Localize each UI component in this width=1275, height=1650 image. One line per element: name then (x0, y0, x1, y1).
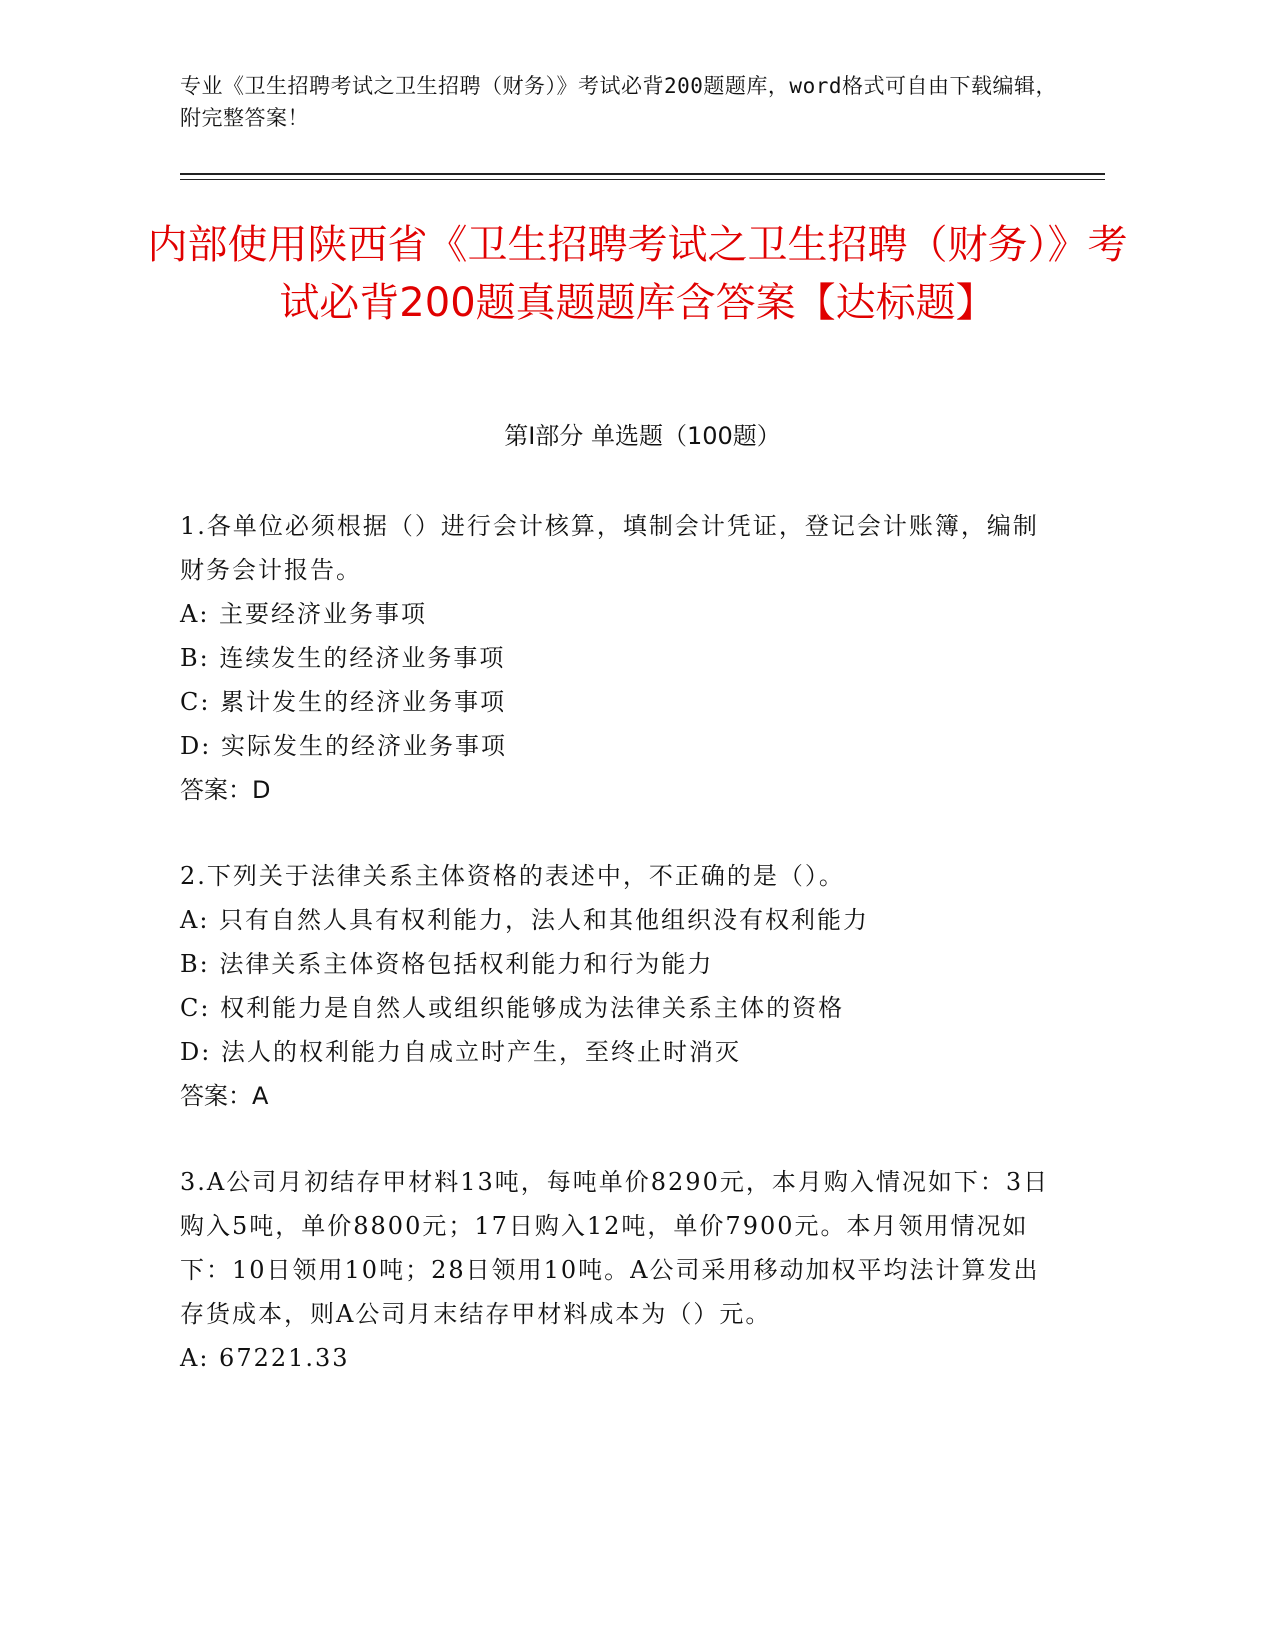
question-list (180, 504, 1060, 1422)
option-c: C: 权利能力是自然人或组织能够成为法律关系主体的资格 (180, 994, 845, 1022)
answer: 答案：A (180, 1082, 269, 1110)
section-heading: 第Ⅰ部分 单选题（100题） (504, 422, 781, 450)
header-divider-thin (180, 179, 1105, 180)
option-d: D: 实际发生的经济业务事项 (180, 732, 507, 760)
document-title: 内部使用陕西省《卫生招聘考试之卫生招聘（财务）》考试必背200题真题题库含答案【达标题】 (147, 222, 1128, 326)
question-stem: 2.下列关于法律关系主体资格的表述中，不正确的是（）。 (180, 862, 845, 890)
option-b: B: 连续发生的经济业务事项 (180, 644, 506, 672)
header-note: 专业《卫生招聘考试之卫生招聘（财务）》考试必背200题题库，word格式可自由下载编辑，附完整答案！ (180, 74, 1057, 130)
question-stem: 3.A公司月初结存甲材料13吨，每吨单价8290元，本月购入情况如下：3日购入5吨，单价8800元；17日购入12吨，单价7900元。本月领用情况如下：10日领用10吨；28日领用10吨。A公司采用移动加权平均法计算发出存货成本，则A公司月末结存甲材料成本为（）元。 (180, 1168, 1050, 1328)
question-stem: 1.各单位必须根据（）进行会计核算，填制会计凭证，登记会计账簿，编制财务会计报告。 (180, 512, 1039, 584)
option-c: C: 累计发生的经济业务事项 (180, 688, 507, 716)
option-d: D: 法人的权利能力自成立时产生，至终止时消灭 (180, 1038, 741, 1066)
question-1 (180, 504, 1060, 812)
header-divider-thick (180, 173, 1105, 175)
option-b: B: 法律关系主体资格包括权利能力和行为能力 (180, 950, 714, 978)
question-3 (180, 1160, 1060, 1380)
question-2 (180, 854, 1060, 1118)
answer: 答案：D (180, 776, 271, 804)
option-a: A: 主要经济业务事项 (180, 600, 428, 628)
option-a: A: 67221.33 (180, 1344, 350, 1372)
option-a: A: 只有自然人具有权利能力，法人和其他组织没有权利能力 (180, 906, 870, 934)
